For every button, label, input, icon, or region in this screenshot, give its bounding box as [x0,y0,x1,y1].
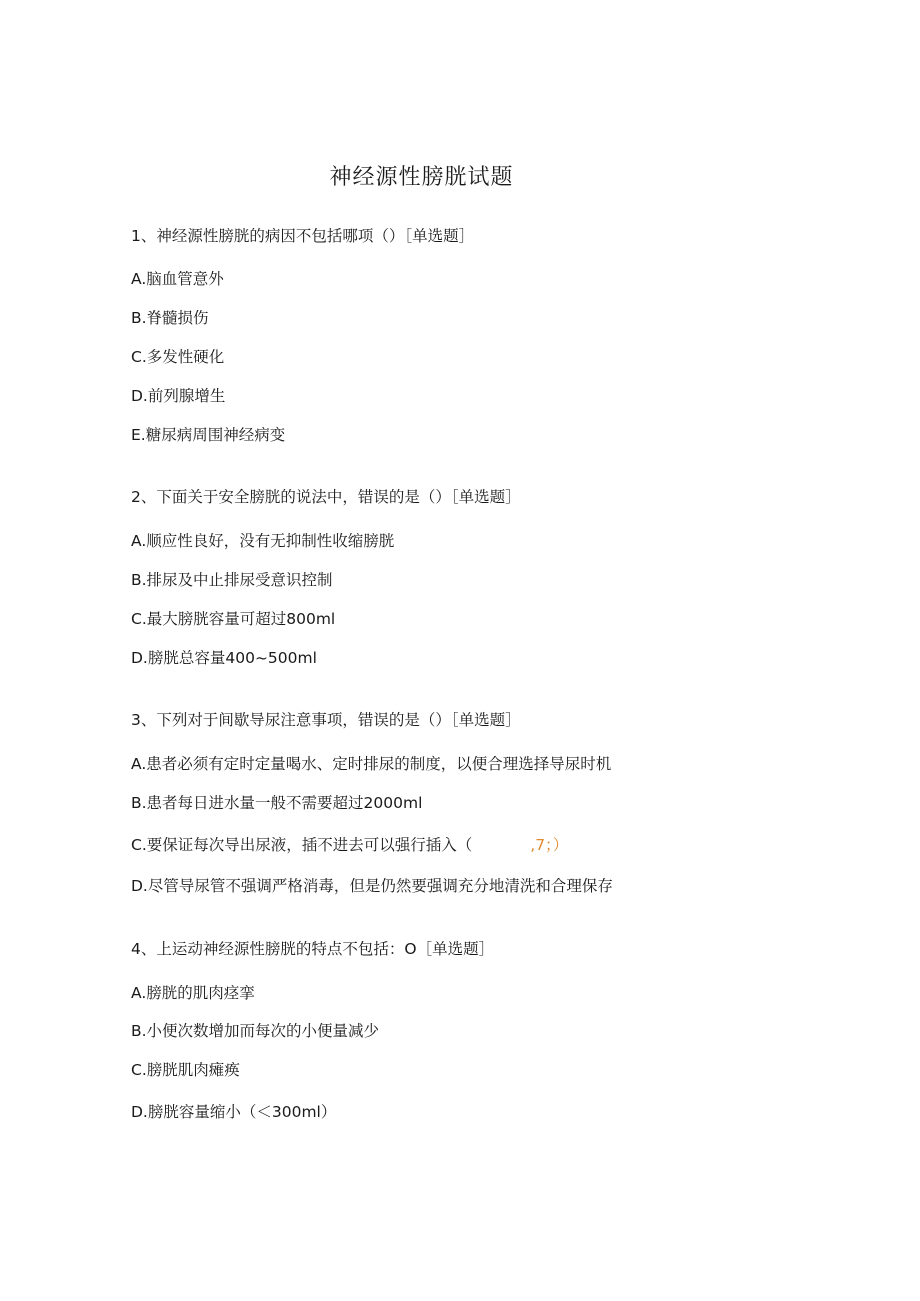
question-1-option-d: D.前列腺增生 [131,387,226,405]
question-1-option-c: C.多发性硬化 [131,348,225,366]
question-3-option-c: C.要保证每次导出尿液，插不进去可以强行插入（ [131,836,473,854]
question-4-option-c: C.膀胱肌肉瘫痪 [131,1061,240,1079]
question-3-option-b: B.患者每日进水量一般不需要超过2000ml [131,794,423,812]
question-3-option-c-row [131,834,568,856]
question-3-stem: 3、下列对于间歇导尿注意事项，错误的是（）［单选题］ [131,711,521,729]
question-2-option-c: C.最大膀胱容量可超过800ml [131,610,336,628]
question-1-option-e: E.糖尿病周围神经病变 [131,426,286,444]
question-1-stem: 1、神经源性膀胱的病因不包括哪项（）［单选题］ [131,227,475,245]
question-2-option-d: D.膀胱总容量400~500ml [131,649,317,667]
question-4-option-d: D.膀胱容量缩小（＜300ml） [131,1103,337,1121]
question-4-stem: 4、上运动神经源性膀胱的特点不包括：O［单选题］ [131,940,495,958]
question-3-option-a: A.患者必须有定时定量喝水、定时排尿的制度，以便合理选择导尿时机 [131,755,612,773]
question-2-option-a: A.顺应性良好，没有无抑制性收缩膀胱 [131,532,395,550]
question-2-stem: 2、下面关于安全膀胱的说法中，错误的是（）［单选题］ [131,488,521,506]
question-1-option-a: A.脑血管意外 [131,270,224,288]
question-3-option-d: D.尽管导尿管不强调严格消毒，但是仍然要强调充分地清洗和合理保存 [131,877,613,895]
question-2-option-b: B.排尿及中止排尿受意识控制 [131,571,333,589]
question-3-option-c-mark: ,7；） [530,836,569,854]
question-4-option-b: B.小便次数增加而每次的小便量减少 [131,1022,380,1040]
question-1-option-b: B.脊髓损伤 [131,309,209,327]
page-title: 神经源性膀胱试题 [329,165,514,190]
question-4-option-a: A.膀胱的肌肉痉挛 [131,984,255,1002]
